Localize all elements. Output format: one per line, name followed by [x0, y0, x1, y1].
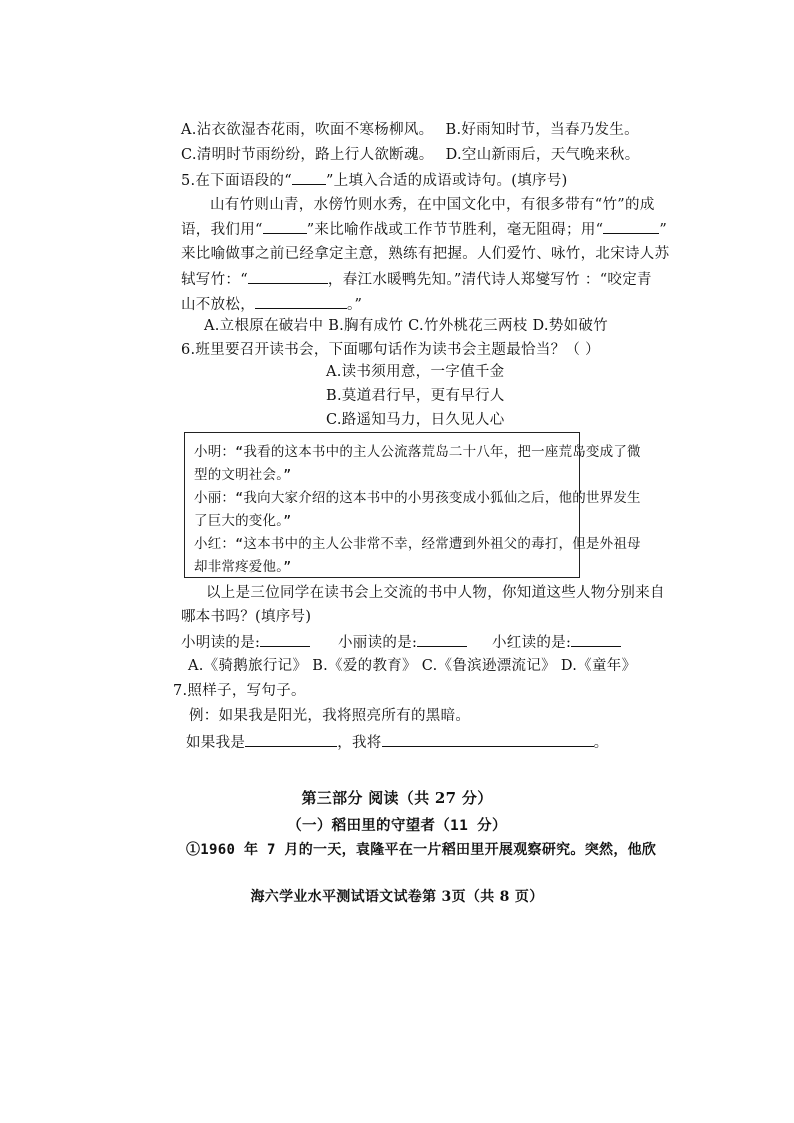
- q5-options: A.立根原在破岩中 B.胸有成竹 C.竹外桃花三两枝 D.势如破竹: [204, 318, 608, 334]
- box-line-2: 型的文明社会。”: [194, 467, 292, 483]
- page-footer: 海六学业水平测试语文试卷第 3页（共 8 页）: [250, 889, 544, 905]
- q7-example: 例：如果我是阳光，我将照亮所有的黑暗。: [189, 708, 471, 724]
- q5-stem-blank: [292, 170, 326, 185]
- box-line-6: 却非常疼爱他。”: [194, 559, 292, 575]
- xiaohong-label: 小红读的是:: [492, 635, 572, 651]
- xiaoming-label: 小明读的是:: [181, 635, 261, 651]
- q7-blank-2[interactable]: [382, 732, 594, 747]
- part3-subtitle: （一）稻田里的守望者（11 分）: [287, 818, 507, 834]
- q6-option-a: A.读书须用意，一字值千金: [326, 364, 505, 380]
- passage-first-line: ①1960 年 7 月的一天，袁隆平在一片稻田里开展观察研究。突然，他欣: [186, 842, 657, 858]
- q7-stem: 7.照样子，写句子。: [173, 683, 306, 699]
- part3-title: 第三部分 阅读（共 27 分）: [301, 789, 493, 807]
- q4-option-d: D.空山新雨后，天气晚来秋。: [445, 147, 640, 163]
- q5-paragraph-line-1: 山有竹则山青，水傍竹则水秀，在中国文化中，有很多带有“竹”的成: [210, 197, 655, 213]
- q5-paragraph-line-4: 轼写竹：“ ，春江水暖鸭先知。”清代诗人郑燮写竹 ：“咬定青: [181, 269, 652, 290]
- box-line-3: 小丽：“我向大家介绍的这本书中的小男孩变成小狐仙之后，他的世界发生: [194, 490, 641, 506]
- box-line-5: 小红：“这本书中的主人公非常不幸，经常遭到外祖父的毒打，但是外祖母: [194, 536, 641, 552]
- box-line-1: 小明：“我看的这本书中的主人公流落荒岛二十八年，把一座荒岛变成了微: [194, 444, 641, 460]
- xiaoli-blank[interactable]: [417, 632, 467, 647]
- q5-blank-4[interactable]: [255, 294, 347, 309]
- q4-option-c: C.清明时节雨纷纷，路上行人欲断魂。: [181, 147, 434, 163]
- xiaoli-label: 小丽读的是:: [338, 635, 418, 651]
- q7-fill-line: 如果我是 ，我将 。: [186, 732, 608, 753]
- q6-follow-line-1: 以上是三位同学在读书会上交流的书中人物，你知道这些人物分别来自: [206, 585, 665, 601]
- q6-stem: 6.班里要召开读书会，下面哪句话作为读书会主题最恰当？（ ）: [181, 342, 600, 358]
- xiaoming-blank[interactable]: [260, 632, 310, 647]
- q4-option-a: A.沾衣欲湿杏花雨，吹面不寒杨柳风。: [181, 122, 434, 138]
- box-line-4: 了巨大的变化。”: [194, 513, 292, 529]
- q5-stem: 5.在下面语段的“ ”上填入合适的成语或诗句。(填序号): [181, 170, 568, 191]
- q5-paragraph-line-5: 山不放松， 。”: [181, 294, 362, 315]
- q6-option-b: B.莫道君行早，更有早行人: [326, 388, 505, 404]
- q5-paragraph-line-2: 语，我们用“ ”来比喻作战或工作节节胜利，毫无阻碍；用“ ”: [181, 219, 667, 240]
- q7-blank-1[interactable]: [245, 732, 337, 747]
- q6-option-c: C.路遥知马力，日久见人心: [326, 412, 505, 428]
- q6-follow-line-2: 哪本书吗？(填序号): [181, 609, 312, 625]
- q5-blank-1[interactable]: [263, 219, 307, 234]
- q4-option-b: B.好雨知时节，当春乃发生。: [445, 122, 639, 138]
- q5-blank-3[interactable]: [248, 269, 328, 284]
- xiaohong-blank[interactable]: [571, 632, 621, 647]
- q5-blank-2[interactable]: [603, 219, 659, 234]
- q5-paragraph-line-3: 来比喻做事之前已经拿定主意，熟练有把握。人们爱竹、咏竹，北宋诗人苏: [181, 246, 670, 262]
- book-options: A.《骑鹅旅行记》 B.《爱的教育》 C.《鲁滨逊漂流记》 D.《童年》: [188, 658, 637, 674]
